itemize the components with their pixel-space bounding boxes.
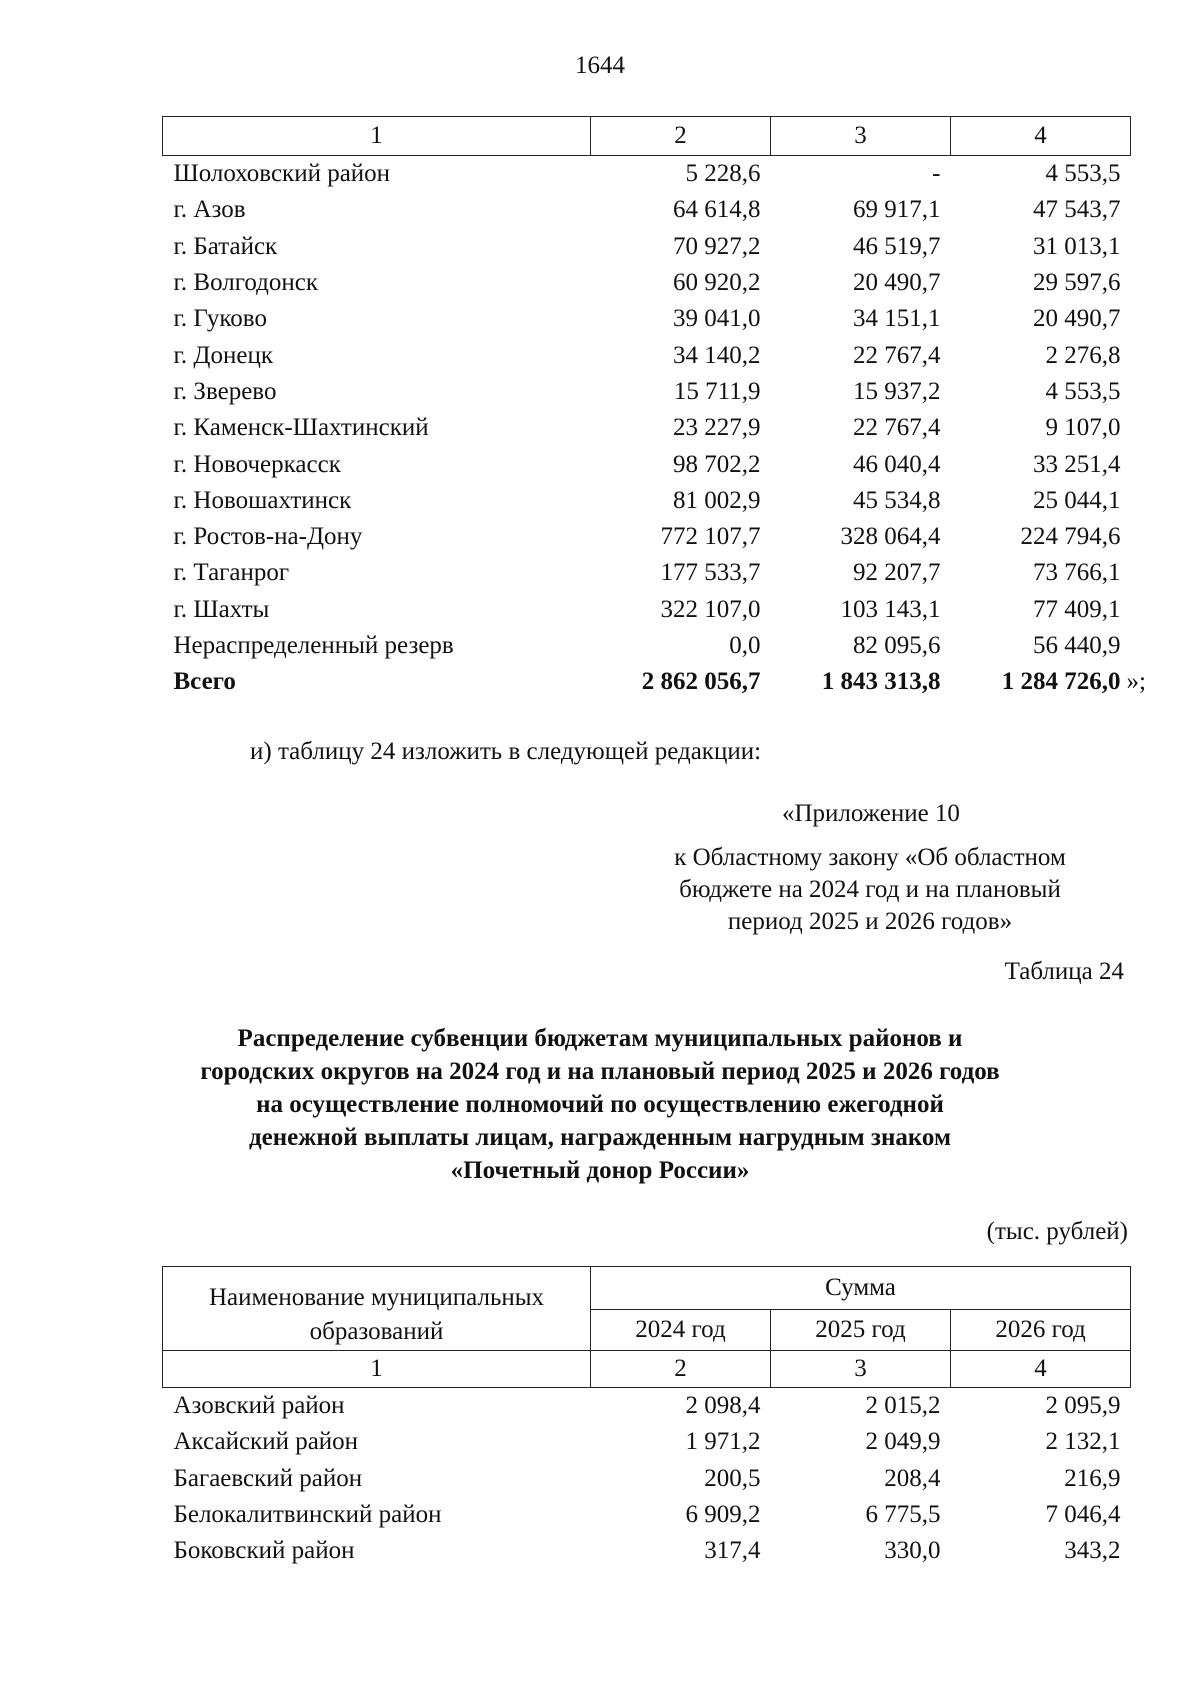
value-2025: 22 767,4 (853, 414, 941, 442)
value-2026: 4 553,5 (1045, 160, 1121, 188)
value-2026: 343,2 (1064, 1537, 1121, 1565)
municipality-name: г. Новочеркасск (173, 450, 341, 478)
table-row (163, 410, 1131, 446)
value-2025: - (932, 160, 941, 188)
value-2026: 33 251,4 (1033, 450, 1121, 478)
value-2026: 20 490,7 (1033, 305, 1121, 333)
value-2026: 47 543,7 (1033, 196, 1121, 224)
name-header-line: образований (309, 1318, 444, 1345)
value-2026: 77 409,1 (1033, 595, 1121, 623)
table-row (163, 1461, 1131, 1497)
value-2024: 322 107,0 (660, 595, 761, 623)
value-2025: 330,0 (884, 1537, 941, 1565)
municipality-name: Белокалитвинский район (173, 1501, 442, 1529)
heading-line: денежной выплаты лицам, награжденным нагрудным знаком (249, 1124, 951, 1151)
heading-line: на осуществление полномочий по осуществлению ежегодной (256, 1091, 944, 1118)
table-row (163, 519, 1131, 555)
table-row (163, 1424, 1131, 1460)
value-2026: 7 046,4 (1045, 1501, 1121, 1529)
column-number-row (163, 1351, 1131, 1388)
column-number: 1 (163, 117, 591, 156)
value-2025: 46 519,7 (853, 232, 941, 260)
value-2024: 200,5 (704, 1464, 761, 1492)
table-row (163, 555, 1131, 591)
value-2025: 6 775,5 (865, 1501, 941, 1529)
table-row (163, 628, 1131, 664)
value-2026: 73 766,1 (1033, 559, 1121, 587)
page-number: 1644 (575, 52, 625, 79)
column-number: 3 (771, 1351, 951, 1388)
table-row (163, 1388, 1131, 1425)
value-2025: 2 015,2 (865, 1392, 941, 1420)
value-2024: 772 107,7 (660, 523, 761, 551)
total-2025: 1 843 313,8 (821, 668, 941, 696)
table-body (163, 1388, 1131, 1570)
value-2026: 9 107,0 (1045, 414, 1121, 442)
total-2026-cell (951, 664, 1146, 700)
table-heading (150, 1022, 1050, 1187)
value-2024: 317,4 (704, 1537, 761, 1565)
year-header: 2025 год (771, 1310, 951, 1351)
table-24 (162, 1266, 1131, 1569)
appendix-line: бюджете на 2024 год и на плановый (679, 876, 1061, 903)
total-label: Всего (173, 668, 236, 696)
value-2024: 0,0 (729, 632, 761, 659)
value-2026: 25 044,1 (1033, 486, 1121, 514)
value-2026: 2 095,9 (1045, 1392, 1121, 1420)
value-2024: 23 227,9 (673, 414, 761, 442)
table-continuation (162, 116, 1146, 700)
value-2025: 92 207,7 (853, 559, 941, 587)
table-row (163, 1497, 1131, 1533)
value-2025: 34 151,1 (853, 305, 941, 333)
heading-line: «Почетный донор России» (450, 1157, 750, 1184)
year-header: 2026 год (951, 1310, 1131, 1351)
value-2026: 216,9 (1064, 1464, 1121, 1492)
column-number-row (163, 117, 1131, 156)
table-body (163, 156, 1131, 665)
units-label: (тыс. рублей) (986, 1218, 1128, 1245)
name-header (163, 1267, 591, 1351)
total-2024: 2 862 056,7 (641, 668, 761, 696)
table-row (163, 592, 1131, 628)
table-row (163, 446, 1131, 482)
value-2026: 4 553,5 (1045, 377, 1121, 405)
year-header: 2024 год (591, 1310, 771, 1351)
closing-quote: »; (1126, 668, 1146, 696)
table-row (163, 337, 1131, 373)
value-2024: 5 228,6 (685, 160, 761, 188)
table-row (163, 229, 1131, 265)
municipality-name: г. Шахты (173, 595, 270, 623)
header-row (163, 1267, 1131, 1310)
table-row (163, 301, 1131, 337)
municipality-name: Шолоховский район (173, 160, 391, 188)
municipality-name: г. Зверево (173, 377, 277, 405)
column-number: 4 (951, 1351, 1131, 1388)
heading-line: городских округов на 2024 год и на плановый период 2025 и 2026 годов (200, 1058, 1000, 1085)
column-number: 3 (771, 117, 951, 156)
municipality-name: Азовский район (173, 1392, 345, 1420)
value-2026: 29 597,6 (1033, 269, 1121, 297)
value-2025: 82 095,6 (853, 632, 941, 659)
table-row (163, 192, 1131, 228)
column-number: 4 (951, 117, 1131, 156)
value-2025: 208,4 (884, 1464, 941, 1492)
municipality-name: Багаевский район (173, 1464, 363, 1492)
value-2025: 103 143,1 (840, 595, 941, 623)
sum-header: Сумма (591, 1267, 1131, 1310)
value-2024: 60 920,2 (673, 269, 761, 297)
value-2024: 70 927,2 (673, 232, 761, 260)
value-2024: 81 002,9 (673, 486, 761, 514)
table-row (163, 374, 1131, 410)
value-2024: 64 614,8 (673, 196, 761, 224)
value-2026: 56 440,9 (1033, 632, 1121, 659)
amendment-paragraph: и) таблицу 24 изложить в следующей редакции: (250, 738, 762, 765)
value-2024: 98 702,2 (673, 450, 761, 478)
municipality-name: г. Новошахтинск (173, 486, 352, 514)
name-header-line: Наименование муниципальных (208, 1284, 545, 1311)
value-2025: 22 767,4 (853, 341, 941, 369)
appendix-line: к Областному закону «Об областном (674, 844, 1066, 871)
municipality-name: г. Гуково (173, 305, 267, 333)
municipality-name: г. Таганрог (173, 559, 290, 587)
municipality-name: Боковский район (173, 1537, 355, 1565)
value-2025: 328 064,4 (840, 523, 941, 551)
value-2024: 2 098,4 (685, 1392, 761, 1420)
value-2026: 2 132,1 (1045, 1428, 1121, 1456)
value-2025: 20 490,7 (853, 269, 941, 297)
municipality-name: г. Каменск-Шахтинский (173, 414, 429, 442)
column-number: 2 (591, 1351, 771, 1388)
table-row (163, 265, 1131, 301)
total-row (163, 664, 1131, 700)
value-2024: 34 140,2 (673, 341, 761, 369)
municipality-name: г. Волгодонск (173, 269, 319, 297)
municipality-name: г. Донецк (173, 341, 273, 369)
value-2025: 46 040,4 (853, 450, 941, 478)
value-2025: 69 917,1 (853, 196, 941, 224)
municipality-name: г. Батайск (173, 232, 278, 260)
column-number: 2 (591, 117, 771, 156)
total-2026: 1 284 726,0 (1001, 668, 1121, 696)
municipality-name: г. Азов (173, 196, 246, 224)
appendix-reference (620, 842, 1120, 938)
table-label: Таблица 24 (1004, 958, 1124, 985)
value-2024: 6 909,2 (685, 1501, 761, 1529)
value-2025: 15 937,2 (853, 377, 941, 405)
value-2026: 2 276,8 (1045, 341, 1121, 369)
value-2026: 31 013,1 (1033, 232, 1121, 260)
value-2024: 177 533,7 (660, 559, 761, 587)
municipality-name: г. Ростов-на-Дону (173, 523, 363, 551)
value-2025: 2 049,9 (865, 1428, 941, 1456)
municipality-name: Нераспределенный резерв (173, 632, 454, 659)
appendix-title: «Приложение 10 (782, 800, 960, 827)
heading-line: Распределение субвенции бюджетам муниципальных районов и (237, 1025, 963, 1052)
value-2024: 15 711,9 (673, 377, 761, 405)
appendix-line: период 2025 и 2026 годов» (727, 908, 1013, 935)
value-2025: 45 534,8 (853, 486, 941, 514)
table-row (163, 1533, 1131, 1569)
municipality-name: Аксайский район (173, 1428, 359, 1456)
value-2024: 39 041,0 (673, 305, 761, 333)
column-number: 1 (163, 1351, 591, 1388)
table-row (163, 156, 1131, 193)
table-row (163, 483, 1131, 519)
value-2026: 224 794,6 (1020, 523, 1121, 551)
value-2024: 1 971,2 (685, 1428, 761, 1456)
